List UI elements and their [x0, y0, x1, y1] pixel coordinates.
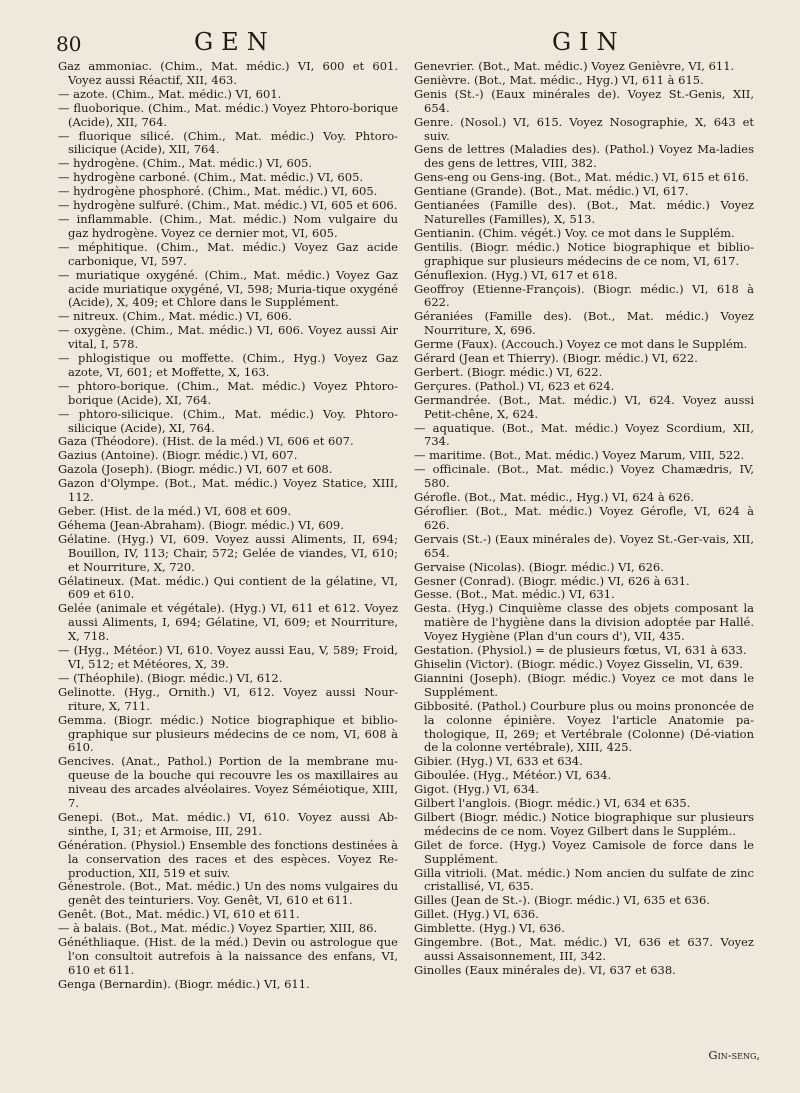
- index-entry: Gerçures. (Pathol.) VI, 623 et 624.: [414, 378, 615, 393]
- index-entry: — (Hyg., Météor.) VI, 610. Voyez aussi Eau, V, 589; Froid, VI, 512; et Météores, X, 39.: [58, 643, 398, 671]
- index-entry: Gentilis. (Biogr. médic.) Notice biographique et biblio-graphique sur plusieurs médecins de ce nom, VI, 617.: [414, 239, 754, 268]
- page-number: 80: [56, 32, 82, 56]
- index-entry: Gelinotte. (Hyg., Ornith.) VI, 612. Voyez aussi Nour-riture, X, 711.: [58, 684, 398, 713]
- index-entry: Génération. (Physiol.) Ensemble des fonctions destinées à la conservation des races et des espèces. Voyez Re-production, XII, 519 et suiv.: [58, 837, 398, 880]
- index-entry: Génuflexion. (Hyg.) VI, 617 et 618.: [414, 267, 618, 282]
- index-entry: Gazius (Antoine). (Biogr. médic.) VI, 607.: [58, 448, 298, 463]
- index-entry: Ghiselin (Victor). (Biogr. médic.) Voyez Gisselin, VI, 639.: [414, 656, 743, 671]
- index-entry: Gentianin. (Chim. végét.) Voy. ce mot dans le Supplém.: [414, 225, 735, 240]
- index-entry: — phtoro-silicique. (Chim., Mat. médic.) Voy. Phtoro-silicique (Acide), XI, 764.: [58, 406, 398, 435]
- index-entry: Gibbosité. (Pathol.) Courbure plus ou moins prononcée de la colonne épinière. Voyez l'article Anatomie pa-thologique, II, 269; et Vertébrale (Colonne) (Dé-viation de la colonne vertébrale), XIII, 425.: [414, 698, 754, 755]
- index-entry: Genêt. (Bot., Mat. médic.) VI, 610 et 611.: [58, 907, 300, 922]
- index-entry: Gesner (Conrad). (Biogr. médic.) VI, 626 à 631.: [414, 573, 690, 588]
- index-entry: Gelée (animale et végétale). (Hyg.) VI, 611 et 612. Voyez aussi Aliments, I, 694; Gélatine, VI, 609; et Nourriture, X, 718.: [58, 601, 398, 644]
- index-entry: Génestrole. (Bot., Mat. médic.) Un des noms vulgaires du genêt des teinturiers. Voy. Genêt, VI, 610 et 611.: [58, 879, 398, 908]
- index-entry: Gibier. (Hyg.) VI, 633 et 634.: [414, 754, 583, 769]
- index-entry: Gillet. (Hyg.) VI, 636.: [414, 907, 539, 922]
- index-entry: Gilles (Jean de St.-). (Biogr. médic.) VI, 635 et 636.: [414, 893, 710, 908]
- index-entry: Ginolles (Eaux minérales de). VI, 637 et 638.: [414, 962, 676, 977]
- index-entry: — fluorique silicé. (Chim., Mat. médic.) Voy. Phtoro-silicique (Acide), XII, 764.: [58, 128, 398, 157]
- index-entry: Gervais (St.-) (Eaux minérales de). Voyez St.-Ger-vais, XII, 654.: [414, 531, 754, 560]
- index-entry: Gilla vitrioli. (Mat. médic.) Nom ancien du sulfate de zinc cristallisé, VI, 635.: [414, 865, 754, 894]
- index-entry: — hydrogène. (Chim., Mat. médic.) VI, 605.: [58, 156, 313, 171]
- index-entry: Gerbert. (Biogr. médic.) VI, 622.: [414, 364, 603, 379]
- left-column: [58, 60, 398, 992]
- index-entry: — muriatique oxygéné. (Chim., Mat. médic.) Voyez Gaz acide muriatique oxygéné, VI, 598; Muria-tique oxygéné (Acide), X, 409; et Chlore dans le Supplément.: [58, 267, 398, 310]
- index-entry: Gélatine. (Hyg.) VI, 609. Voyez aussi Aliments, II, 694; Bouillon, IV, 113; Chair, 572; Gelée de viandes, VI, 610; et Nourriture, X, 720.: [58, 531, 398, 574]
- index-entry: Genre. (Nosol.) VI, 615. Voyez Nosographie, X, 643 et suiv.: [414, 114, 754, 143]
- index-entry: Gérofle. (Bot., Mat. médic., Hyg.) VI, 624 à 626.: [414, 490, 694, 505]
- index-entry: — aquatique. (Bot., Mat. médic.) Voyez Scordium, XII, 734.: [414, 420, 754, 449]
- index-entry: Gélatineux. (Mat. médic.) Qui contient de la gélatine, VI, 609 et 610.: [58, 573, 398, 602]
- index-entry: Géhema (Jean-Abraham). (Biogr. médic.) VI, 609.: [58, 517, 344, 532]
- page-header: [56, 28, 762, 58]
- index-entry: — fluoborique. (Chim., Mat. médic.) Voyez Phtoro-borique (Acide), XII, 764.: [58, 100, 398, 129]
- index-entry: Genepi. (Bot., Mat. médic.) VI, 610. Voyez aussi Ab-sinthe, I, 31; et Armoise, III, 291.: [58, 809, 398, 838]
- index-entry: Genièvre. (Bot., Mat. médic., Hyg.) VI, 611 à 615.: [414, 72, 704, 87]
- index-entry: Gentiane (Grande). (Bot., Mat. médic.) VI, 617.: [414, 184, 689, 199]
- index-entry: — (Théophile). (Biogr. médic.) VI, 612.: [58, 670, 283, 685]
- index-entry: Gervaise (Nicolas). (Biogr. médic.) VI, 626.: [414, 559, 664, 574]
- index-entry: Gazola (Joseph). (Biogr. médic.) VI, 607 et 608.: [58, 462, 333, 477]
- index-entry: Giannini (Joseph). (Biogr. médic.) Voyez ce mot dans le Supplément.: [414, 670, 754, 699]
- index-entry: Genga (Bernardin). (Biogr. médic.) VI, 611.: [58, 976, 310, 991]
- index-entry: Gesse. (Bot., Mat. médic.) VI, 631.: [414, 587, 615, 602]
- index-entry: Gingembre. (Bot., Mat. médic.) VI, 636 et 637. Voyez aussi Assaisonnement, III, 342.: [414, 935, 754, 963]
- catchword: Gin-seng,: [708, 1048, 760, 1062]
- index-entry: — maritime. (Bot., Mat. médic.) Voyez Marum, VIII, 522.: [414, 448, 745, 463]
- index-entry: Gestation. (Physiol.) = de plusieurs fœtus, VI, 631 à 633.: [414, 643, 747, 658]
- index-entry: Germandrée. (Bot., Mat. médic.) VI, 624. Voyez aussi Petit-chêne, X, 624.: [414, 392, 754, 421]
- index-entry: Geoffroy (Etienne-François). (Biogr. médic.) VI, 618 à 622.: [414, 281, 754, 310]
- index-entry: Gencives. (Anat., Pathol.) Portion de la membrane mu-queuse de la bouche qui recouvre les os maxillaires au niveau des arcades alvéolaires. Voyez Séméiotique, XIII, 7.: [58, 754, 398, 811]
- index-entry: Gaz ammoniac. (Chim., Mat. médic.) VI, 600 et 601. Voyez aussi Réactif, XII, 463.: [58, 59, 398, 87]
- left-running-title: GEN: [194, 28, 276, 56]
- index-entry: — phtoro-borique. (Chim., Mat. médic.) Voyez Phtoro-borique (Acide), XI, 764.: [58, 378, 398, 407]
- right-running-title: GIN: [552, 28, 626, 56]
- index-entry: Généthliaque. (Hist. de la méd.) Devin ou astrologue que l'on consultoit autrefois à la naissance des enfans, VI, 610 et 611.: [58, 935, 398, 977]
- index-entry: — hydrogène carboné. (Chim., Mat. médic.) VI, 605.: [58, 170, 364, 185]
- index-entry: — nitreux. (Chim., Mat. médic.) VI, 606.: [58, 309, 292, 324]
- index-entry: Gazon d'Olympe. (Bot., Mat. médic.) Voyez Statice, XIII, 112.: [58, 476, 398, 505]
- index-entry: Gilet de force. (Hyg.) Voyez Camisole de force dans le Supplément.: [414, 837, 754, 866]
- index-entry: — hydrogène phosphoré. (Chim., Mat. médic.) VI, 605.: [58, 184, 378, 199]
- index-entry: Giboulée. (Hyg., Météor.) VI, 634.: [414, 768, 612, 783]
- index-entry: Gens de lettres (Maladies des). (Pathol.) Voyez Ma-ladies des gens de lettres, VIII, 382.: [414, 142, 754, 171]
- index-entry: Gilbert (Biogr. médic.) Notice biographique sur plusieurs médecins de ce nom. Voyez Gilbert dans le Supplém..: [414, 809, 754, 838]
- index-entry: Gens-eng ou Gens-ing. (Bot., Mat. médic.) VI, 615 et 616.: [414, 170, 749, 185]
- index-entry: — méphitique. (Chim., Mat. médic.) Voyez Gaz acide carbonique, VI, 597.: [58, 239, 398, 268]
- index-entry: — hydrogène sulfuré. (Chim., Mat. médic.) VI, 605 et 606.: [58, 198, 398, 213]
- index-entry: Genis (St.-) (Eaux minérales de). Voyez St.-Genis, XII, 654.: [414, 86, 754, 115]
- index-entry: — phlogistique ou moffette. (Chim., Hyg.) Voyez Gaz azote, VI, 601; et Moffette, X, 163.: [58, 351, 398, 379]
- index-entry: Gimblette. (Hyg.) VI, 636.: [414, 921, 565, 936]
- index-entry: Germe (Faux). (Accouch.) Voyez ce mot dans le Supplém.: [414, 337, 748, 352]
- index-entry: — officinale. (Bot., Mat. médic.) Voyez Chamædris, IV, 580.: [414, 462, 754, 491]
- right-column: [414, 60, 754, 978]
- index-entry: Gemma. (Biogr. médic.) Notice biographique et biblio-graphique sur plusieurs médecins de ce nom, VI, 608 à 610.: [58, 712, 398, 755]
- index-entry: Gigot. (Hyg.) VI, 634.: [414, 782, 540, 797]
- index-entry: Gesta. (Hyg.) Cinquième classe des objets composant la matière de l'hygiène dans la division adoptée par Hallé. Voyez Hygiène (Plan d'un cours d'), VII, 435.: [414, 601, 754, 644]
- index-entry: Gilbert l'anglois. (Biogr. médic.) VI, 634 et 635.: [414, 796, 691, 811]
- index-entry: Géroflier. (Bot., Mat. médic.) Voyez Gérofle, VI, 624 à 626.: [414, 504, 754, 532]
- index-entry: — azote. (Chim., Mat. médic.) VI, 601.: [58, 86, 282, 101]
- index-entry: Géraniées (Famille des). (Bot., Mat. médic.) Voyez Nourriture, X, 696.: [414, 309, 754, 338]
- index-entry: Gaza (Théodore). (Hist. de la méd.) VI, 606 et 607.: [58, 434, 354, 449]
- index-entry: Gentianées (Famille des). (Bot., Mat. médic.) Voyez Naturelles (Familles), X, 513.: [414, 198, 754, 226]
- index-entry: — inflammable. (Chim., Mat. médic.) Nom vulgaire du gaz hydrogène. Voyez ce dernier mot, VI, 605.: [58, 211, 398, 240]
- index-entry: — à balais. (Bot., Mat. médic.) Voyez Spartier, XIII, 86.: [58, 921, 378, 936]
- index-entry: — oxygène. (Chim., Mat. médic.) VI, 606. Voyez aussi Air vital, I, 578.: [58, 323, 398, 352]
- index-entry: Geber. (Hist. de la méd.) VI, 608 et 609.: [58, 504, 292, 518]
- index-entry: Genevrier. (Bot., Mat. médic.) Voyez Genièvre, VI, 611.: [414, 59, 735, 73]
- index-entry: Gérard (Jean et Thierry). (Biogr. médic.) VI, 622.: [414, 351, 698, 366]
